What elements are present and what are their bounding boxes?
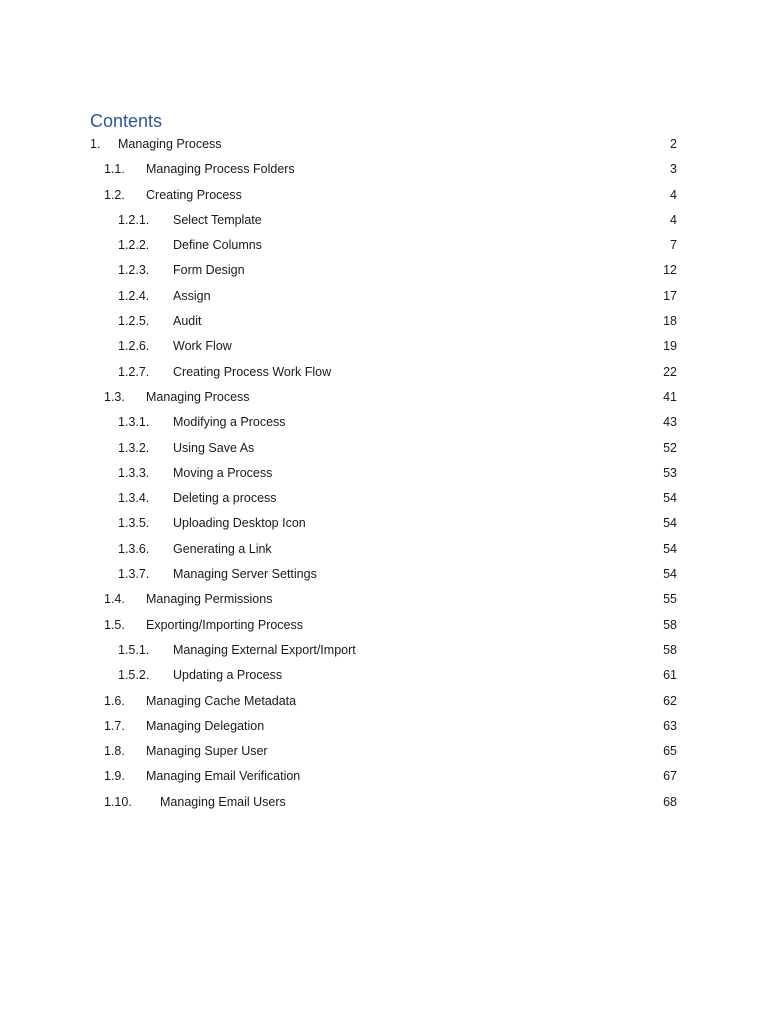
toc-entry-title: Creating Process Work Flow [173,364,332,379]
toc-entry-number: 1.4. [104,592,125,607]
toc-entry-page: 63 [663,718,677,733]
toc-entry[interactable] [0,715,768,740]
toc-entry-page: 54 [663,516,677,531]
toc-entry-page: 7 [670,238,677,253]
toc-entry-title: Uploading Desktop Icon [173,516,306,531]
toc-entry-title: Managing Email Users [160,794,286,809]
toc-entry-page: 62 [663,693,677,708]
toc-entry-number: 1.3.4. [118,491,150,506]
toc-entry[interactable] [0,462,768,487]
toc-entry[interactable] [0,361,768,386]
toc-entry-title: Managing Email Verification [146,769,301,784]
toc-entry[interactable] [0,639,768,664]
toc-entry-title: Updating a Process [173,668,283,683]
toc-entry-title: Define Columns [173,238,262,253]
toc-entry-title: Managing External Export/Import [173,642,356,657]
toc-entry-title: Deleting a process [173,491,277,506]
toc-entry-number: 1.3.5. [118,516,150,531]
toc-entry[interactable] [0,614,768,639]
toc-entry-title: Exporting/Importing Process [146,617,304,632]
toc-entry-title: Work Flow [173,339,232,354]
toc-entry-number: 1.8. [104,744,125,759]
toc-entry-number: 1.2.4. [118,288,150,303]
toc-entry[interactable] [0,538,768,563]
toc-entry-page: 54 [663,491,677,506]
toc-entry-page: 67 [663,769,677,784]
toc-entry-number: 1.2.2. [118,238,150,253]
toc-entry-page: 58 [663,642,677,657]
toc-entry-number: 1.6. [104,693,125,708]
toc-entry-title: Managing Process [146,389,250,404]
toc-entry-title: Managing Cache Metadata [146,693,297,708]
toc-entry-page: 3 [670,162,677,177]
toc-entry-title: Managing Process [118,137,222,151]
toc-entry-title: Managing Server Settings [173,567,317,582]
toc-entry[interactable] [0,765,768,790]
toc-entry-number: 1.3.6. [118,541,150,556]
toc-entry-page: 43 [663,415,677,430]
toc-entry-title: Managing Delegation [146,718,265,733]
toc-entry[interactable] [0,740,768,765]
toc-entry-title: Managing Process Folders [146,162,295,177]
toc-heading: Contents [90,111,163,131]
toc-entry[interactable] [0,209,768,234]
toc-entry[interactable] [0,335,768,360]
toc-entry-number: 1.5.2. [118,668,150,683]
toc-entry[interactable] [0,664,768,689]
toc-entry-page: 22 [663,364,677,379]
toc-entry-page: 68 [663,794,677,809]
toc-entry-page: 4 [670,212,677,227]
toc-entry[interactable] [0,234,768,259]
toc-entry-title: Modifying a Process [173,415,286,430]
toc-entry-page: 52 [663,440,677,455]
toc-list [0,133,768,816]
toc-entry-title: Creating Process [146,187,242,202]
toc-entry-number: 1.3.1. [118,415,150,430]
toc-entry-page: 2 [670,137,677,151]
toc-entry-page: 12 [663,263,677,278]
toc-entry[interactable] [0,487,768,512]
toc-entry-title: Audit [173,314,202,329]
toc-entry-page: 4 [670,187,677,202]
toc-entry-number: 1.2.6. [118,339,150,354]
toc-entry-number: 1. [90,137,101,151]
toc-entry[interactable] [0,512,768,537]
toc-entry-number: 1.2.5. [118,314,150,329]
toc-entry-page: 55 [663,592,677,607]
toc-entry-page: 61 [663,668,677,683]
toc-entry-page: 41 [663,389,677,404]
toc-entry-title: Using Save As [173,440,255,455]
toc-entry-number: 1.2.7. [118,364,150,379]
toc-entry-title: Moving a Process [173,465,273,480]
toc-entry-number: 1.3.2. [118,440,150,455]
toc-entry-number: 1.1. [104,162,125,177]
toc-entry[interactable] [0,184,768,209]
toc-entry-title: Assign [173,288,211,303]
toc-entry[interactable] [0,158,768,183]
toc-entry[interactable] [0,133,768,158]
toc-entry[interactable] [0,588,768,613]
toc-entry-page: 65 [663,744,677,759]
toc-entry-title: Managing Super User [146,744,268,759]
toc-entry-number: 1.3. [104,389,125,404]
toc-entry-page: 54 [663,567,677,582]
toc-entry-page: 19 [663,339,677,354]
toc-entry-number: 1.3.3. [118,465,150,480]
toc-entry-number: 1.2. [104,187,125,202]
toc-entry-number: 1.5.1. [118,642,150,657]
toc-entry[interactable] [0,690,768,715]
toc-entry[interactable] [0,437,768,462]
toc-entry-title: Generating a Link [173,541,272,556]
toc-entry[interactable] [0,411,768,436]
toc-entry-number: 1.2.1. [118,212,150,227]
toc-entry-title: Select Template [173,212,262,227]
toc-entry[interactable] [0,285,768,310]
toc-entry-number: 1.9. [104,769,125,784]
toc-entry-number: 1.10. [104,794,132,809]
toc-entry-number: 1.3.7. [118,567,150,582]
toc-entry-number: 1.7. [104,718,125,733]
toc-entry-title: Managing Permissions [146,592,273,607]
toc-entry-page: 54 [663,541,677,556]
toc-entry[interactable] [0,386,768,411]
toc-entry-page: 53 [663,465,677,480]
toc-entry[interactable] [0,791,768,816]
toc-entry[interactable] [0,310,768,335]
toc-entry[interactable] [0,259,768,284]
toc-entry-page: 58 [663,617,677,632]
toc-entry-page: 17 [663,288,677,303]
toc-entry-title: Form Design [173,263,245,278]
toc-entry-number: 1.5. [104,617,125,632]
toc-entry-number: 1.2.3. [118,263,150,278]
toc-entry-page: 18 [663,314,677,329]
toc-entry[interactable] [0,563,768,588]
